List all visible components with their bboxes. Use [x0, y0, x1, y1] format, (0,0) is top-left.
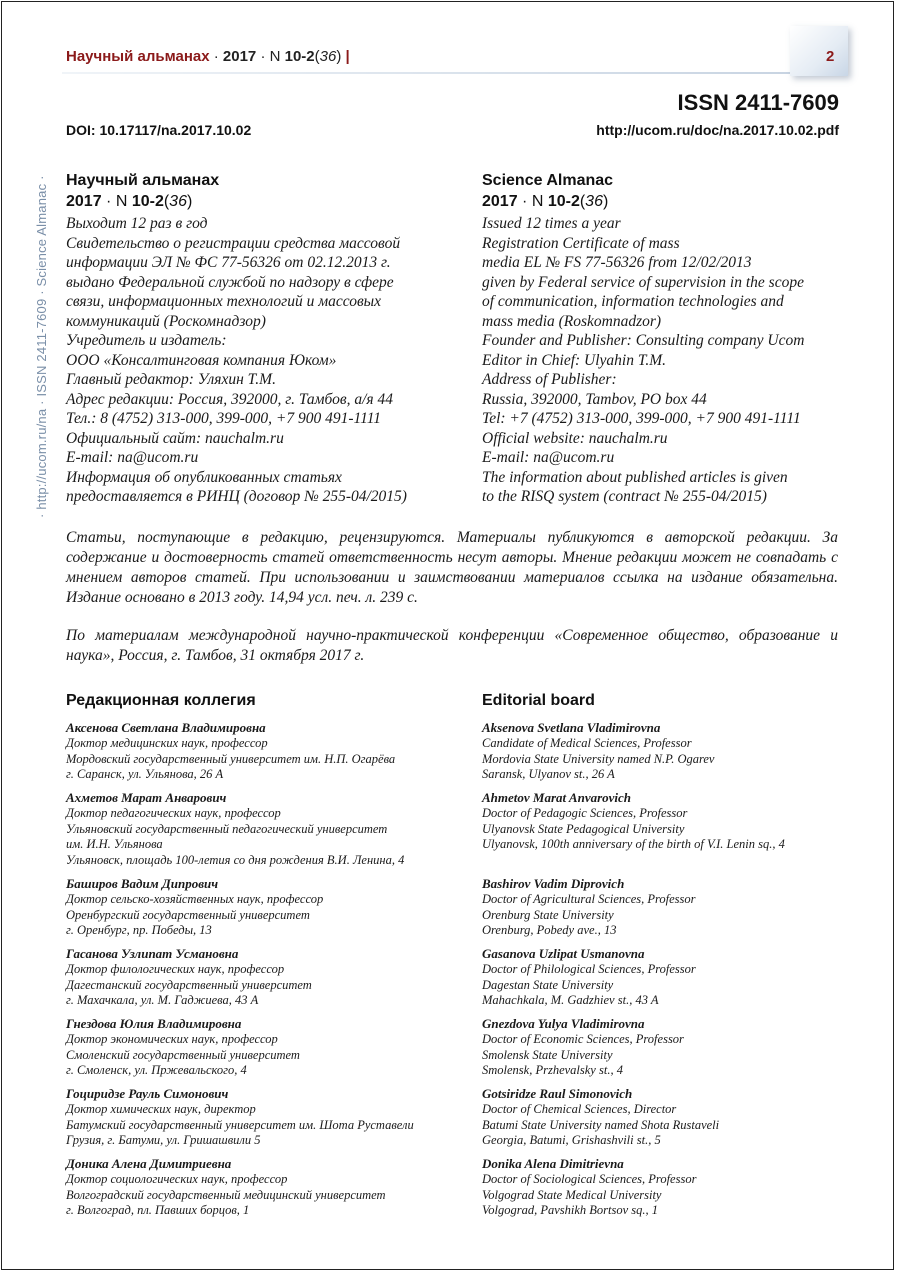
en-board-member-detail: Batumi State University named Shota Rustaveli: [482, 1117, 720, 1132]
ru-board-member-detail: Доктор филологических наук, профессор: [66, 962, 285, 976]
en-board-member-name: Gotsiridze Raul Simonovich: [482, 1086, 633, 1101]
en-board-member-detail: Doctor of Sociological Sciences, Professor: [482, 1172, 697, 1186]
ru-board-member-detail: Доктор сельско-хозяйственных наук, профессор: [66, 892, 324, 906]
en-journal-title: Science Almanac: [482, 172, 614, 189]
en-issue-paren: (: [579, 193, 586, 210]
ru-board-member-detail: Доктор экономических наук, профессор: [66, 1032, 278, 1046]
en-board-member: [482, 876, 842, 939]
ru-board-member-detail: Смоленский государственный университет: [66, 1047, 300, 1062]
en-board-member: [482, 720, 842, 783]
running-head-year: 2017: [222, 48, 257, 65]
running-head-bar: |: [341, 48, 350, 65]
ru-board-member: [66, 1086, 476, 1149]
en-imprint-line: The information about published articles is given: [482, 468, 788, 486]
en-imprint-line: Official website: nauchalm.ru: [482, 429, 668, 447]
ru-board-member-detail: Доктор химических наук, директор: [66, 1102, 256, 1116]
ru-imprint-line: Учредитель и издатель:: [66, 332, 227, 349]
en-board-member: [482, 1016, 842, 1079]
ru-board-member-detail: Батумский государственный университет им. Шота Руставели: [66, 1117, 414, 1132]
en-board-member-detail: Dagestan State University: [482, 977, 614, 992]
ru-board-member-detail: Ульяновский государственный педагогический университет: [66, 821, 388, 836]
en-board-member-detail: Orenburg State University: [482, 907, 614, 922]
en-imprint-line: Editor in Chief: Ulyahin T.M.: [482, 351, 666, 369]
ru-imprint-line: предоставляется в РИНЦ (договор № 255-04/2015): [66, 488, 407, 505]
en-board-member-detail: Volgograd, Pavshikh Bortsov sq., 1: [482, 1203, 659, 1218]
ru-imprint-line: Главный редактор: Уляхин Т.М.: [66, 371, 276, 388]
side-watermark: [34, 88, 54, 518]
ru-board-member-name: Доника Алена Димитриевна: [66, 1156, 232, 1171]
en-board-member-detail: Ulyanovsk, 100th anniversary of the birth of V.I. Lenin sq., 4: [482, 837, 785, 852]
en-imprint-line: to the RISQ system (contract № 255-04/2015): [482, 488, 767, 505]
ru-journal-title: Научный альманах: [66, 172, 220, 189]
en-imprint-line: Tel: +7 (4752) 313-000, 399-000, +7 900 491-1111: [482, 410, 801, 427]
conference-paragraph: По материалам международной научно-практической конференции «Современное общество, образование и наука», Россия, г. Тамбов, 31 октября 2017 г.: [66, 627, 838, 664]
en-board-member-detail: Saransk, Ulyanov st., 26 A: [482, 767, 615, 782]
ru-issue-total: 36: [169, 193, 187, 210]
side-watermark-text: · http://ucom.ru/na · ISSN 2411-7609 · Science Almanac ·: [34, 175, 49, 518]
running-head: [66, 48, 350, 65]
page-number: 2: [826, 48, 835, 65]
en-imprint-line: given by Federal service of supervision in the scope: [482, 273, 804, 291]
en-board-member-name: Aksenova Svetlana Vladimirovna: [482, 720, 661, 735]
ru-board-member: [66, 720, 476, 783]
en-board-member-detail: Ulyanovsk State Pedagogical University: [482, 821, 685, 836]
ru-board-member-detail: Ульяновск, площадь 100-летия со дня рождения В.И. Ленина, 4: [66, 853, 405, 868]
ru-imprint-line: E-mail: na@ucom.ru: [66, 449, 199, 466]
running-head-sep: ·: [209, 48, 223, 65]
en-board-member-name: Bashirov Vadim Diprovich: [482, 876, 625, 891]
ru-board-member-detail: г. Смоленск, ул. Пржевальского, 4: [66, 1063, 247, 1078]
en-imprint-line: media EL № FS 77-56326 from 12/02/2013: [482, 254, 752, 271]
en-board-member: [482, 1086, 842, 1149]
ru-board-member: [66, 790, 476, 869]
running-head-total: 36: [319, 48, 337, 65]
en-board-member-detail: Doctor of Economic Sciences, Professor: [482, 1032, 684, 1046]
en-issue-paren: ): [602, 193, 609, 210]
en-imprint-line: of communication, information technologies and: [482, 293, 784, 310]
en-board-member-name: Ahmetov Marat Anvarovich: [482, 790, 632, 805]
running-head-sep: ·: [256, 48, 270, 65]
ru-board-member-detail: Оренбургский государственный университет: [66, 907, 310, 922]
en-board-member-detail: Volgograd State Medical University: [482, 1187, 662, 1202]
ru-imprint-line: ООО «Консалтинговая компания Юком»: [66, 351, 337, 369]
ru-board-member: [66, 946, 476, 1009]
en-board-member: [482, 790, 842, 853]
ru-board-member-name: Баширов Вадим Дипрович: [66, 876, 219, 891]
en-board-member-detail: Orenburg, Pobedy ave., 13: [482, 923, 617, 938]
ru-issue-paren: ): [186, 193, 193, 210]
ru-board-member-detail: Доктор педагогических наук, профессор: [66, 806, 281, 820]
ru-imprint-line: информации ЭЛ № ФС 77-56326 от 02.12.2013 г.: [66, 254, 391, 271]
en-issue-number: 10-2: [547, 193, 580, 210]
en-issue-year: 2017: [482, 193, 518, 210]
running-head-paren: ): [336, 48, 342, 65]
ru-board-member-name: Аксенова Светлана Владимировна: [66, 720, 266, 735]
en-imprint-line: Address of Publisher:: [482, 371, 617, 388]
en-imprint-line: Russia, 392000, Tambov, PO box 44: [482, 390, 707, 408]
en-board-member: [482, 1156, 842, 1219]
ru-imprint-line: Тел.: 8 (4752) 313-000, 399-000, +7 900 491-1111: [66, 410, 382, 427]
ru-board-member-detail: Волгоградский государственный медицинский университет: [66, 1187, 386, 1202]
ru-board-member-name: Гоциридзе Рауль Симонович: [66, 1086, 229, 1101]
ru-issue-paren: (: [163, 193, 170, 210]
ru-imprint-line: Информация об опубликованных статьях: [66, 468, 342, 486]
en-imprint-line: E-mail: na@ucom.ru: [482, 449, 615, 466]
ru-imprint-lines: [66, 214, 458, 507]
ru-issue-line: [66, 191, 458, 213]
en-issue-line: [482, 191, 842, 213]
review-policy-paragraph: Статьи, поступающие в редакцию, рецензируются. Материалы публикуются в авторской редакции. За содержание и достоверность статей ответственность несут авторы. Мнение редакции может не совпадать с мнением авторов статей. При использовании и заимствовании материалов ссылка на издание обязательна. Издание основано в 2013 году. 14,94 усл. печ. л. 239 с.: [66, 529, 838, 606]
ru-board-member-detail: Доктор медицинских наук, профессор: [66, 736, 268, 750]
ru-imprint-line: Официальный сайт: nauchalm.ru: [66, 429, 284, 447]
ru-board-member: [66, 1156, 476, 1219]
ru-imprint-line: выдано Федеральной службой по надзору в сфере: [66, 273, 394, 291]
issn: ISSN 2411-7609: [677, 90, 839, 115]
ru-board-member-detail: Доктор социологических наук, профессор: [66, 1172, 288, 1186]
en-board-member-detail: Mordovia State University named N.P. Ogarev: [482, 751, 715, 766]
ru-imprint-line: связи, информационных технологий и массовых: [66, 293, 382, 310]
en-imprint-line: mass media (Roskomnadzor): [482, 312, 662, 330]
en-board-member-detail: Candidate of Medical Sciences, Professor: [482, 736, 692, 750]
doi: DOI: 10.17117/na.2017.10.02: [66, 122, 252, 138]
ru-board-member-detail: Мордовский государственный университет им. Н.П. Огарёва: [66, 751, 396, 766]
ru-board-member-detail: г. Оренбург, пр. Победы, 13: [66, 923, 212, 938]
en-imprint-line: Issued 12 times a year: [482, 215, 621, 232]
en-board-member-name: Gasanova Uzlipat Usmanovna: [482, 946, 645, 961]
en-board-member-name: Gnezdova Yulya Vladimirovna: [482, 1016, 645, 1031]
en-imprint-column: [482, 170, 842, 507]
en-board-member-detail: Georgia, Batumi, Grishashvili st., 5: [482, 1133, 661, 1148]
ru-board-member-detail: г. Махачкала, ул. М. Гаджиева, 43 А: [66, 993, 259, 1008]
ru-issue-year: 2017: [66, 193, 102, 210]
document-url[interactable]: http://ucom.ru/doc/na.2017.10.02.pdf: [596, 122, 839, 138]
ru-imprint-line: Адрес редакции: Россия, 392000, г. Тамбов, а/я 44: [66, 390, 393, 408]
ru-board-member-name: Ахметов Марат Анварович: [66, 790, 227, 805]
en-imprint-lines: [482, 214, 842, 507]
en-board-member-detail: Doctor of Agricultural Sciences, Professor: [482, 892, 696, 906]
ru-board-member-detail: г. Саранск, ул. Ульянова, 26 А: [66, 767, 224, 782]
header-rule: [62, 72, 792, 74]
en-board-member-detail: Mahachkala, M. Gadzhiev st., 43 A: [482, 993, 659, 1008]
ru-issue-number: 10-2: [131, 193, 164, 210]
running-head-issue: 10-2: [284, 48, 315, 65]
ru-imprint-line: Выходит 12 раз в год: [66, 215, 208, 232]
ru-board-member-detail: им. И.Н. Ульянова: [66, 837, 163, 852]
ru-board-member-name: Гнездова Юлия Владимировна: [66, 1016, 242, 1031]
en-board-member-detail: Smolensk State University: [482, 1047, 613, 1062]
running-head-paren: (: [314, 48, 320, 65]
ru-board-member-detail: Дагестанский государственный университет: [66, 977, 312, 992]
en-imprint-line: Registration Certificate of mass: [482, 234, 680, 252]
running-head-n: N: [269, 48, 285, 65]
en-board-member-detail: Doctor of Pedagogic Sciences, Professor: [482, 806, 688, 820]
ru-imprint-line: Свидетельство о регистрации средства массовой: [66, 234, 401, 252]
ru-board-member-detail: г. Волгоград, пл. Павших борцов, 1: [66, 1203, 250, 1218]
en-imprint-line: Founder and Publisher: Consulting company Ucom: [482, 332, 805, 349]
ru-imprint-line: коммуникаций (Роскомнадзор): [66, 312, 266, 330]
ru-board-member: [66, 1016, 476, 1079]
ru-board-member-name: Гасанова Узлипат Усмановна: [66, 946, 239, 961]
en-board-member-detail: Doctor of Chemical Sciences, Director: [482, 1102, 677, 1116]
en-board-member-name: Donika Alena Dimitrievna: [482, 1156, 624, 1171]
en-board-title: Editorial board: [482, 692, 595, 709]
page-number-box: [790, 26, 848, 76]
en-board-member: [482, 946, 842, 1009]
ru-board-member: [66, 876, 476, 939]
running-head-journal: Научный альманах: [66, 48, 210, 65]
en-issue-total: 36: [585, 193, 603, 210]
ru-issue-sep: · N: [101, 193, 132, 210]
ru-board-title: Редакционная коллегия: [66, 692, 256, 709]
ru-board-member-detail: Грузия, г. Батуми, ул. Гришашвили 5: [66, 1133, 261, 1148]
en-issue-sep: · N: [517, 193, 548, 210]
ru-imprint-column: [66, 170, 458, 507]
en-board-member-detail: Smolensk, Przhevalsky st., 4: [482, 1063, 623, 1078]
en-board-member-detail: Doctor of Philological Sciences, Professor: [482, 962, 696, 976]
